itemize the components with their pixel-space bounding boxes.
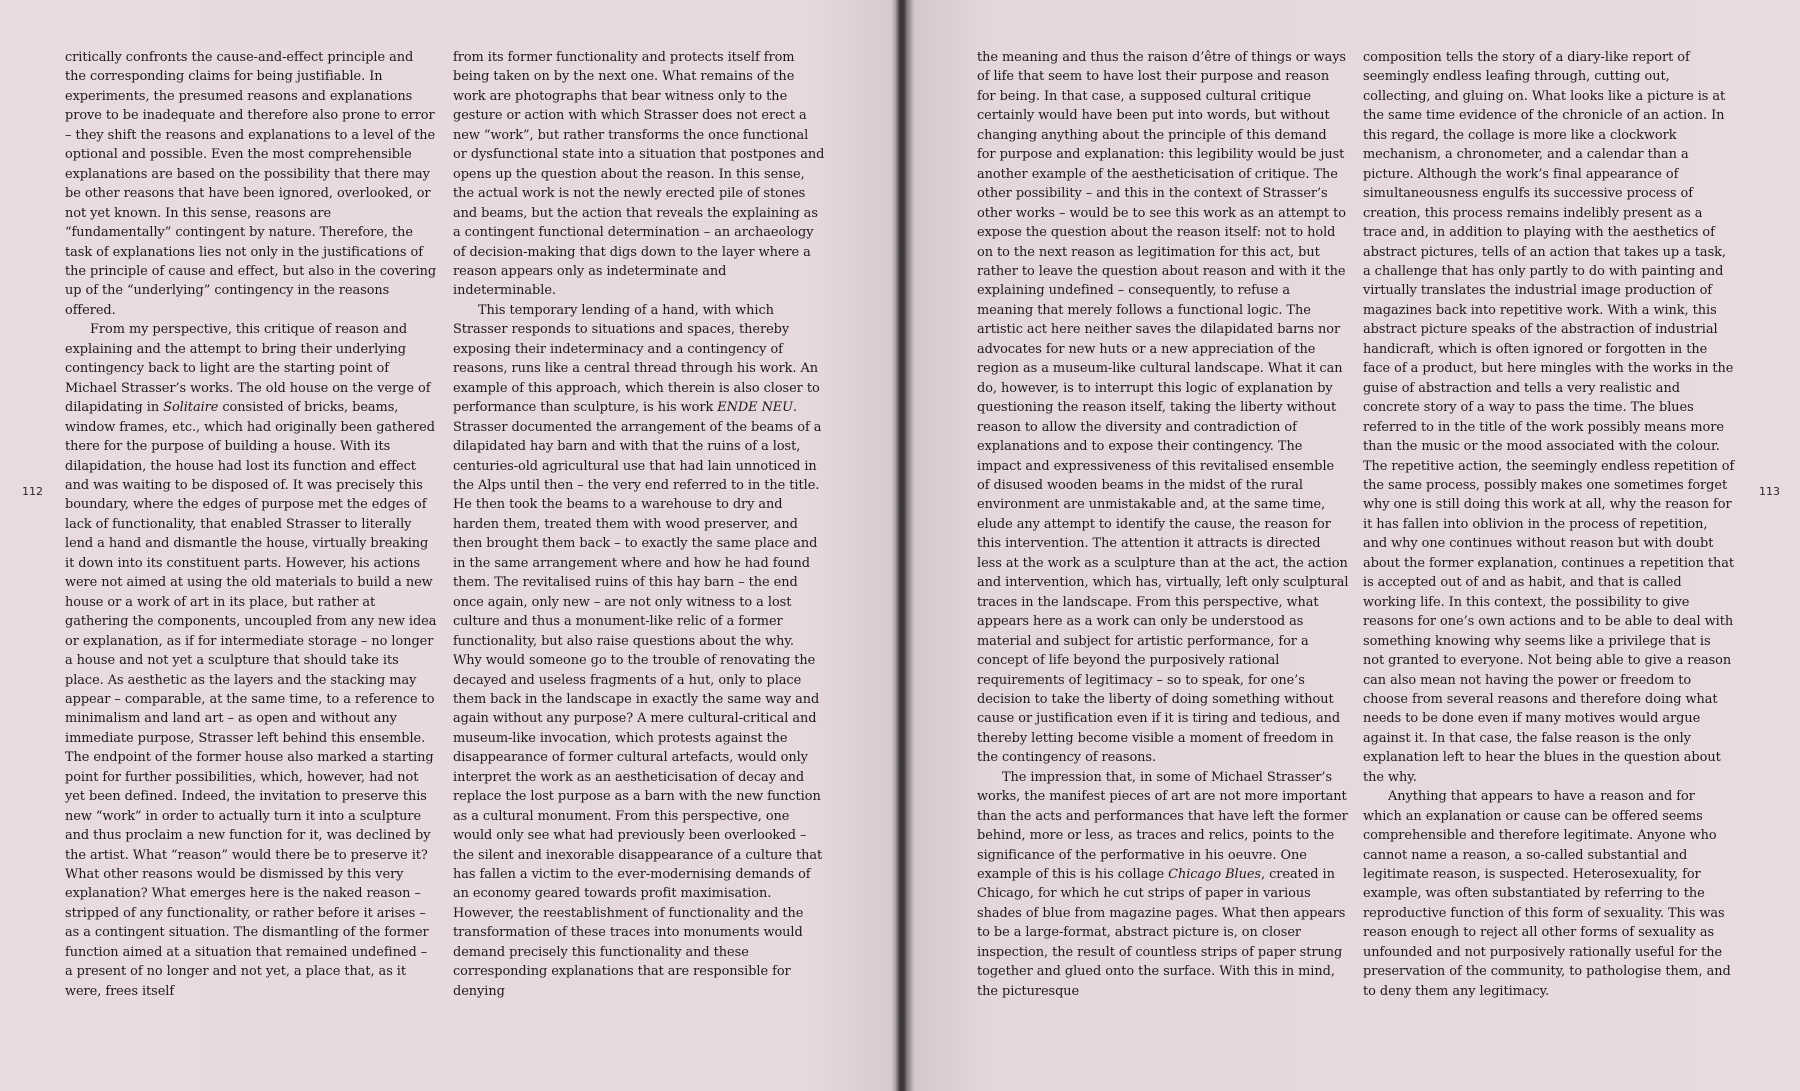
right-page-column-1	[977, 48, 1349, 1001]
paragraph: critically confronts the cause-and-effect principle and the corresponding claims for being justifiable. In experiments, the presumed reasons and explanations prove to be inadequate and therefore also prone to error – they shift the reasons and explanations to a level of the optional and possible. Even the most comprehensible explanations are based on the possibility that there may be other reasons that have been ignored, overlooked, or not yet known. In this sense, reasons are “fundamentally” contingent by nature. Therefore, the task of explanations lies not only in the justifications of the principle of cause and effect, but also in the covering up of the “underlying” contingency in the reasons offered.	[65, 50, 437, 318]
paragraph: This temporary lending of a hand, with which Strasser responds to situations and spaces, thereby exposing their indeterminacy and a contingency of reasons, runs like a central thread through his work. An example of this approach, which therein is also closer to performance than sculpture, is his work ENDE NEU. Strasser documented the arrangement of the beams of a dilapidated hay barn and with that the ruins of a lost, centuries-old agricultural use that had lain unnoticed in the Alps until then – the very end referred to in the title. He then took the beams to a warehouse to dry and harden them, treated them with wood preserver, and then brought them back – to exactly the same place and in the same arrangement where and how he had found them. The revitalised ruins of this hay barn – the end once again, only new – are not only witness to a lost culture and thus a monument-like relic of a former functionality, but also raise questions about the why. Why would someone go to the trouble of renovating the decayed and useless fragments of a hut, only to place them back in the landscape in exactly the same way and again without any purpose? A mere cultural-critical and museum-like invocation, which protests against the disappearance of former cultural artefacts, would only interpret the work as an aestheticisation of decay and replace the lost purpose as a barn with the new function as a cultural monument. From this perspective, one would only see what had previously been overlooked – the silent and inexorable disappearance of a culture that has fallen a victim to the ever-modernising demands of an economy geared towards profit maximisation. However, the reestablishment of functionality and the transformation of these traces into monuments would demand precisely this functionality and these corresponding explanations that are responsible for denying	[453, 302, 823, 999]
paragraph: composition tells the story of a diary-like report of seemingly endless leafing through, cutting out, collecting, and gluing on. What looks like a picture is at the same time evidence of the chronicle of an action. In this regard, the collage is more like a clockwork mechanism, a chronometer, and a calendar than a picture. Although the work’s final appearance of simultaneousness engulfs its successive process of creation, this process remains indelibly present as a trace and, in addition to playing with the aesthetics of abstract pictures, tells of an action that takes up a task, a challenge that has only partly to do with painting and virtually translates the industrial image production of magazines back into repetitive work. With a wink, this abstract picture speaks of the abstraction of industrial handicraft, which is often ignored or forgotten in the face of a product, but here mingles with the works in the guise of abstraction and tells a very realistic and concrete story of a way to pass the time. The blues referred to in the title of the work possibly means more than the music or the mood associated with the colour. The repetitive action, the seemingly endless repetition of the same process, possibly makes one sometimes forget why one is still doing this work at all, why the reason for it has fallen into oblivion in the process of repetition, and why one continues without reason but with doubt about the former explanation, continues a repetition that is accepted out of and as habit, and that is called working life. In this context, the possibility to give reasons for one’s own actions and to be able to deal with something knowing why seems like a privilege that is not granted to everyone. Not being able to give a reason can also mean not having the power or freedom to choose from several reasons and therefore doing what needs to be done even if many motives would argue against it. In that case, the false reason is the only explanation left to hear the blues in the question about the why.	[1363, 50, 1735, 785]
right-page-column-2	[1363, 48, 1735, 1001]
left-page-column-2	[453, 48, 825, 1001]
paragraph: the meaning and thus the raison d’être of things or ways of life that seem to have lost their purpose and reason for being. In that case, a supposed cultural critique certainly would have been put into words, but without changing anything about the principle of this demand for purpose and explanation: this legibility would be just another example of the aestheticisation of critique. The other possibility – and this in the context of Strasser’s other works – would be to see this work as an attempt to expose the question about the reason itself: not to hold on to the next reason as legitimation for this act, but rather to leave the question about reason and with it the explaining undefined – consequently, to refuse a meaning that merely follows a functional logic. The artistic act here neither saves the dilapidated barns nor advocates for new huts or a new appreciation of the region as a museum-like cultural landscape. What it can do, however, is to interrupt this logic of explanation by questioning the reason itself, taking the liberty without reason to allow the diversity and contradiction of explanations and to expose their contingency. The impact and expressiveness of this revitalised ensemble of disused wooden beams in the midst of the rural environment are unmistakable and, at the same time, elude any attempt to identify the cause, the reason for this intervention. The attention it attracts is directed less at the work as a sculpture than at the act, the action and intervention, which has, virtually, left only sculptural traces in the landscape. From this perspective, what appears here as a work can only be understood as material and subject for artistic performance, for a concept of life beyond the purposively rational requirements of legitimacy – so to speak, for one’s decision to take the liberty of doing something without cause or justification even if it is tiring and tedious, and thereby letting become visible a moment of freedom in the contingency of reasons.	[977, 50, 1349, 766]
left-page-column-1	[65, 48, 437, 1001]
page-number-right: 113	[1759, 485, 1780, 498]
paragraph: The impression that, in some of Michael Strasser’s works, the manifest pieces of art are not more important than the acts and performances that have left the former behind, more or less, as traces and relics, points to the significance of the performative in his oeuvre. One example of this is his collage Chicago Blues, created in Chicago, for which he cut strips of paper in various shades of blue from magazine pages. What then appears to be a large-format, abstract picture is, on closer inspection, the result of countless strips of paper strung together and glued onto the surface. With this in mind, the picturesque	[977, 769, 1348, 999]
paragraph: Anything that appears to have a reason and for which an explanation or cause can be offered seems comprehensible and therefore legitimate. Anyone who cannot name a reason, a so-called substantial and legitimate reason, is suspected. Heterosexuality, for example, was often substantiated by referring to the reproductive function of this form of sexuality. This was reason enough to reject all other forms of sexuality as unfounded and not purposively rationally useful for the preservation of the community, to pathologise them, and to deny them any legitimacy.	[1363, 789, 1731, 999]
page-number-left: 112	[22, 485, 43, 498]
paragraph: From my perspective, this critique of reason and explaining and the attempt to bring their underlying contingency back to light are the starting point of Michael Strasser’s works. The old house on the verge of dilapidating in Solitaire consisted of bricks, beams, window frames, etc., which had originally been gathered there for the purpose of building a house. With its dilapidation, the house had lost its function and effect and was waiting to be disposed of. It was precisely this boundary, where the edges of purpose met the edges of lack of functionality, that enabled Strasser to literally lend a hand and dismantle the house, virtually breaking it down into its constituent parts. However, his actions were not aimed at using the old materials to build a new house or a work of art in its place, but rather at gathering the components, uncoupled from any new idea or explanation, as if for intermediate storage – no longer a house and not yet a sculpture that should take its place. As aesthetic as the layers and the stacking may appear – comparable, at the same time, to a reference to minimalism and land art – as open and without any immediate purpose, Strasser left behind this ensemble. The endpoint of the former house also marked a starting point for further possibilities, which, however, had not yet been defined. Indeed, the invitation to preserve this new “work” in order to actually turn it into a sculpture and thus proclaim a new function for it, was declined by the artist. What “reason” would there be to preserve it? What other reasons would be dismissed by this very explanation? What emerges here is the naked reason – stripped of any functionality, or rather before it arises – as a contingent situation. The dismantling of the former function aimed at a situation that remained undefined – a present of no longer and not yet, a place that, as it were, frees itself	[65, 322, 437, 999]
right-page	[902, 0, 1800, 1091]
paragraph: from its former functionality and protects itself from being taken on by the next one. What remains of the work are photographs that bear witness only to the gesture or action with which Strasser does not erect a new “work”, but rather transforms the once functional or dysfunctional state into a situation that postpones and opens up the question about the reason. In this sense, the actual work is not the newly erected pile of stones and beams, but the action that reveals the explaining as a contingent functional determination – an archaeology of decision-making that digs down to the layer where a reason appears only as indeterminate and indeterminable.	[453, 50, 825, 299]
